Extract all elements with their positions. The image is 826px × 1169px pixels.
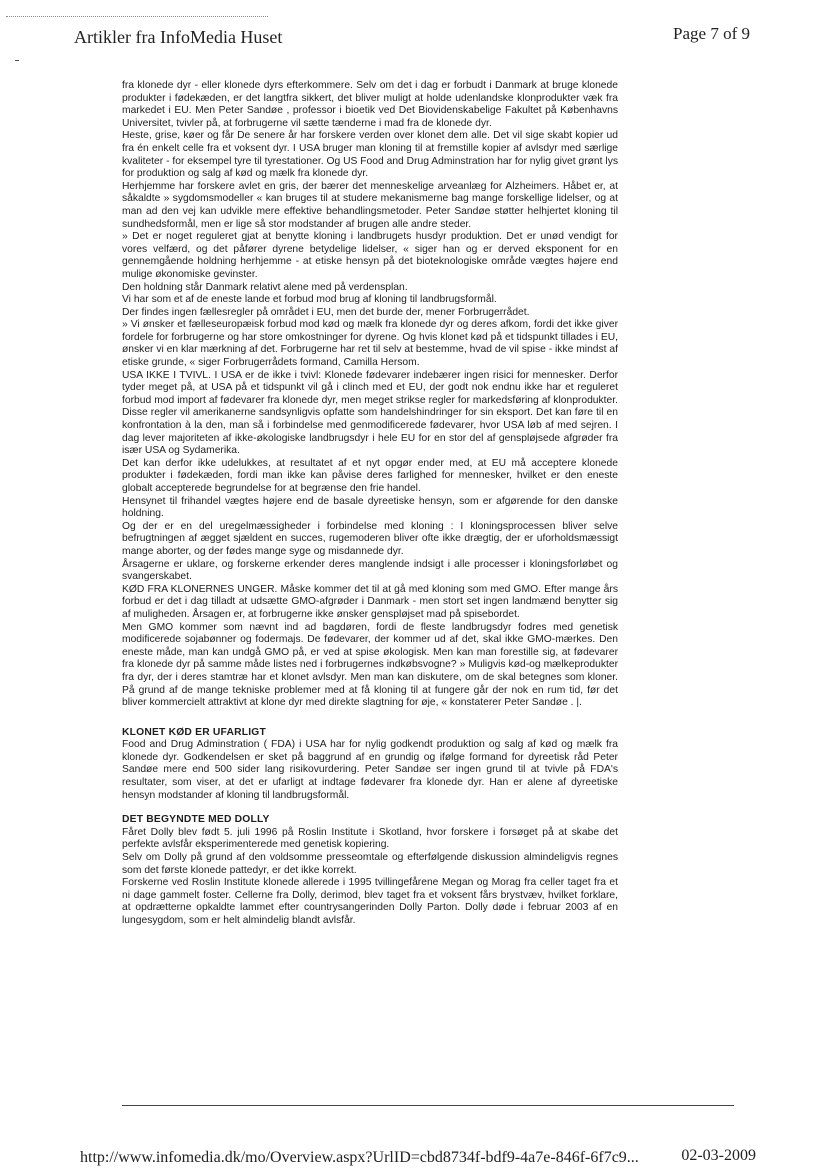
paragraph: Det kan derfor ikke udelukkes, at resultatet af et nyt opgør ender med, at EU må acceptere klonede produkter i fødekæden, fordi man ikke kan påvise deres farlighed for mennesker, hvilket er den eneste globalt accepterede begrundelse for at begrænse den frie handel.	[122, 457, 618, 494]
page-number: Page 7 of 9	[673, 24, 750, 43]
footer-url: http://www.infomedia.dk/mo/Overview.aspx?UrlID=cbd8734f-bdf9-4a7e-846f-6f7c9...	[80, 1149, 639, 1166]
paragraph: Herhjemme har forskere avlet en gris, der bærer det menneskelige arveanlæg for Alzheimers. Håbet er, at såkaldte » sygdomsmodeller « kan bruges til at studere mekanismerne bag mange forskellige lidelser, og at man ad den vej kan udvikle mere effektive behandlingsmetoder. Peter Sandøe støtter helhjertet kloning til sundhedsformål, men er lige så stor modstander af brugen alle andre steder.	[122, 180, 618, 230]
paragraph: Hensynet til frihandel vægtes højere end de basale dyreetiske hensyn, som er afgørende for den danske holdning.	[122, 495, 618, 520]
article-body	[122, 80, 618, 928]
paragraph: Vi har som et af de eneste lande et forbud mod brug af kloning til landbrugsformål.	[122, 294, 497, 306]
paragraph: Heste, grise, køer og får De senere år har forskere verden over klonet dem alle. Det vil sige skabt kopier ud fra én enkelt celle fra et voksent dyr. I USA bruger man kloning til at fremstille kopier af avlsdyr med særlige kvaliteter - for eksempel tyre til tyrestationer. Og US Food and Drug Adminstration har for nylig givet grønt lys for produktion og salg af kød og mælk fra klonede dyr.	[122, 130, 618, 180]
paragraph: » Vi ønsker et fælleseuropæisk forbud mod kød og mælk fra klonede dyr og deres afkom, fordi det ikke giver fordele for forbrugerne og har store omkostninger for dyrene. Og hvis klonet kød på et tidspunkt tillades i EU, ønsker vi en klar mærkning af det. Forbrugerne har ret til selv at bestemme, hvad de vil spise - ikke mindst af etiske grunde, « siger Forbrugerrådets formand, Camilla Hersom.	[122, 319, 618, 369]
footer-date: 02-03-2009	[681, 1147, 756, 1164]
paragraph: Forskerne ved Roslin Institute klonede allerede i 1995 tvillingefårene Megan og Morag fra celler taget fra et ni dage gammelt foster. Cellerne fra Dolly, derimod, blev taget fra et voksent fårs brystvæv, hvilket forklare, at opdrætterne opkaldte lammet efter countrysangerinden Dolly Parton. Dolly døde i februar 2003 af en lungesygdom, som er helt almindelig blandt avlsfår.	[122, 877, 618, 926]
paragraph: Food and Drug Adminstration ( FDA) i USA har for nylig godkendt produktion og salg af kød og mælk fra klonede dyr. Godkendelsen er sket på baggrund af en grundig og ifølge formand for dyreetisk råd Peter Sandøe mere end 500 sider lang risikovurdering. Peter Sandøe ser ingen grund til at tvivle på FDA's resultater, som viser, at det er ufarligt at indtage fødevarer fra klonede dyr. Han er alene af dyreetiske hensyn modstander af kloning til landbrugsformål.	[122, 739, 618, 801]
paragraph: Fåret Dolly blev født 5. juli 1996 på Roslin Institute i Skotland, hvor forskere i forsøget på at skabe det perfekte avlsfår eksperimenterede med genetisk kopiering.	[122, 826, 618, 851]
paragraph: Men GMO kommer som nævnt ind ad bagdøren, fordi de fleste landbrugsdyr fodres med genetisk modificerede sojabønner og fodermajs. De fødevarer, der kommer ud af det, skal ikke GMO-mærkes. Den eneste måde, man kan undgå GMO på, er ved at spise økologisk. Men kan man forestille sig, at fødevarer fra klonede dyr på samme måde listes ned i forbrugernes indkøbsvogne? » Muligvis kød-og mælkeprodukter fra dyr, der i deres stamtræ har et klonet avlsdyr. Men man kan diskutere, om de skal betegnes som kloner. På grund af de mange tekniske problemer med at få kloning til at fungere går der nok en rum tid, før det bliver kommercielt attraktivt at klone dyr med direkte slagtning for øje, « konstaterer Peter Sandøe . |.	[122, 621, 618, 709]
paragraph: fra klonede dyr - eller klonede dyrs efterkommere. Selv om det i dag er forbudt i Danmark at bruge klonede produkter i fødekæden, er det langtfra sikkert, det bliver muligt at holde udenlandske klonprodukter væk fra markedet i EU. Men Peter Sandøe , professor i bioetik ved Det Biovidenskabelige Fakultet på Københavns Universitet, tvivler på, at forbrugerne vil sætte tænderne i mad fra de klonede dyr.	[122, 80, 618, 129]
section-heading: DET BEGYNDTE MED DOLLY	[122, 814, 270, 826]
footer-rule	[122, 1105, 734, 1106]
header-title: Artikler fra InfoMedia Huset	[74, 27, 283, 47]
paragraph: USA IKKE I TVIVL. I USA er de ikke i tvivl: Klonede fødevarer indebærer ingen risici for mennesker. Derfor tyder meget på, at USA på et tidspunkt vil gå i clinch med et EU, der godt nok endnu ikke har et reguleret forbud mod import af fødevarer fra klonede dyr, men meget strikse regler for markedsføring af klonprodukter. Disse regler vil amerikanerne sandsynligvis opfatte som handelshindringer for sin eksport. Det kan føre til en konfrontation à la den, man så i forbindelse med genmodificerede fødevarer, hvor USA løb af med sejren. I dag lever majoriteten af ikke-økologiske landbrugsdyr i hele EU for en stor del af genspløjsede afgrøder fra især USA og Sydamerika.	[122, 369, 618, 457]
paragraph: Der findes ingen fællesregler på området i EU, men det burde der, mener Forbrugerrådet.	[122, 306, 530, 318]
margin-mark	[15, 60, 19, 61]
section-heading: KLONET KØD ER UFARLIGT	[122, 726, 266, 738]
paragraph: » Det er noget reguleret gjat at benytte kloning i landbrugets husdyr produktion. Det er unød vendigt for vores velfærd, og det påfører dyrene betydelige lidelser, « siger han og er derved eksponent for en gennemgående holdning herhjemme - at etiske hensyn på det bioteknologiske område vægtes højere end mulige økonomiske gevinster.	[122, 231, 618, 280]
header-dotted-rule	[6, 16, 268, 17]
paragraph: Selv om Dolly på grund af den voldsomme presseomtale og efterfølgende diskussion almindeligvis regnes som det første klonede pattedyr, er det ikke korrekt.	[122, 852, 618, 876]
paragraph: Og der er en del uregelmæssigheder i forbindelse med kloning : I kloningsprocessen bliver selve befrugtningen af ægget sjældent en succes, rugemoderen bliver ofte ikke drægtig, der er uforholdsmæssigt mange aborter, og der fødes mange syge og misdannede dyr.	[122, 520, 618, 557]
paragraph: KØD FRA KLONERNES UNGER. Måske kommer det til at gå med kloning som med GMO. Efter mange års forbud er det i dag tilladt at udsætte GMO-afgrøder i Danmark - men stort set ingen landmænd benytter sig af muligheden. Årsagen er, at forbrugerne ikke ønsker genspløjset mad på spisebordet.	[122, 583, 618, 620]
paragraph: Den holdning står Danmark relativt alene med på verdensplan.	[122, 281, 408, 293]
paragraph: Årsagerne er uklare, og forskerne erkender deres manglende indsigt i alle processer i kloningsforløbet og svangerskabet.	[122, 558, 618, 583]
